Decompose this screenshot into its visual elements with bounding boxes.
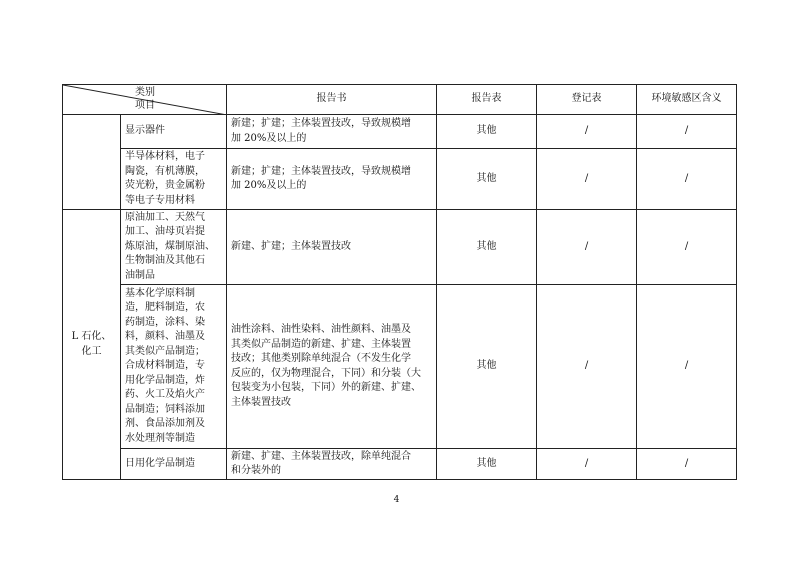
report-book-cell: 新建、扩建、主体装置技改，除单纯混合 和分装外的 <box>227 449 437 480</box>
subcategory-cell: 显示器件 <box>121 115 227 149</box>
item-label: 项目 <box>135 100 155 111</box>
subcategory-cell: 半导体材料，电子 陶瓷，有机薄膜， 荧光粉，贵金属粉 等电子专用材料 <box>121 149 227 210</box>
header-row <box>63 85 737 115</box>
sensitive-area-cell: / <box>637 449 737 480</box>
diagonal-header-cell <box>63 85 227 115</box>
category-cell: L 石化、 化工 <box>63 210 121 480</box>
subcategory-cell: 原油加工、天然气 加工、油母页岩提 炼原油，煤制原油、 生物制油及其他石 油制品 <box>121 210 227 285</box>
table-row <box>63 115 737 149</box>
subcategory-cell: 日用化学品制造 <box>121 449 227 480</box>
registration-form-cell: / <box>537 285 637 449</box>
table-row <box>63 149 737 210</box>
sensitive-area-cell: / <box>637 115 737 149</box>
table-row <box>63 285 737 449</box>
sensitive-area-header: 环境敏感区含义 <box>637 85 737 115</box>
report-book-header: 报告书 <box>227 85 437 115</box>
report-book-cell: 新建、扩建；主体装置技改 <box>227 210 437 285</box>
report-form-cell: 其他 <box>437 449 537 480</box>
registration-form-cell: / <box>537 149 637 210</box>
registration-form-cell: / <box>537 449 637 480</box>
classification-table <box>62 84 737 480</box>
table-row <box>63 210 737 285</box>
registration-form-cell: / <box>537 115 637 149</box>
sensitive-area-cell: / <box>637 285 737 449</box>
table-row <box>63 449 737 480</box>
registration-form-cell: / <box>537 210 637 285</box>
report-form-header: 报告表 <box>437 85 537 115</box>
empty-category-cell <box>63 115 121 210</box>
category-label: 类别 <box>135 87 155 98</box>
registration-form-header: 登记表 <box>537 85 637 115</box>
report-book-cell: 油性涂料、油性染料、油性颜料、油墨及 其类似产品制造的新建、扩建、主体装置 技改；其他类别除单纯混合（不发生化学 反应的，仅为物理混合，下同）和分装（大 包装变为小包装，下同）外的新建、扩建、 主体装置技改 <box>227 285 437 449</box>
report-form-cell: 其他 <box>437 210 537 285</box>
report-form-cell: 其他 <box>437 115 537 149</box>
page-number: 4 <box>393 495 400 505</box>
report-book-cell: 新建；扩建；主体装置技改，导致规模增 加 20%及以上的 <box>227 149 437 210</box>
report-form-cell: 其他 <box>437 149 537 210</box>
report-form-cell: 其他 <box>437 285 537 449</box>
sensitive-area-cell: / <box>637 149 737 210</box>
subcategory-cell: 基本化学原料制 造，肥料制造，农 药制造，涂料、染 料，颜料、油墨及 其类似产品制造； 合成材料制造，专 用化学品制造，炸 药、火工及焰火产 品制造；饲料添加 剂、食品添加剂及 水处理剂等制造 <box>121 285 227 449</box>
report-book-cell: 新建；扩建；主体装置技改，导致规模增 加 20%及以上的 <box>227 115 437 149</box>
sensitive-area-cell: / <box>637 210 737 285</box>
